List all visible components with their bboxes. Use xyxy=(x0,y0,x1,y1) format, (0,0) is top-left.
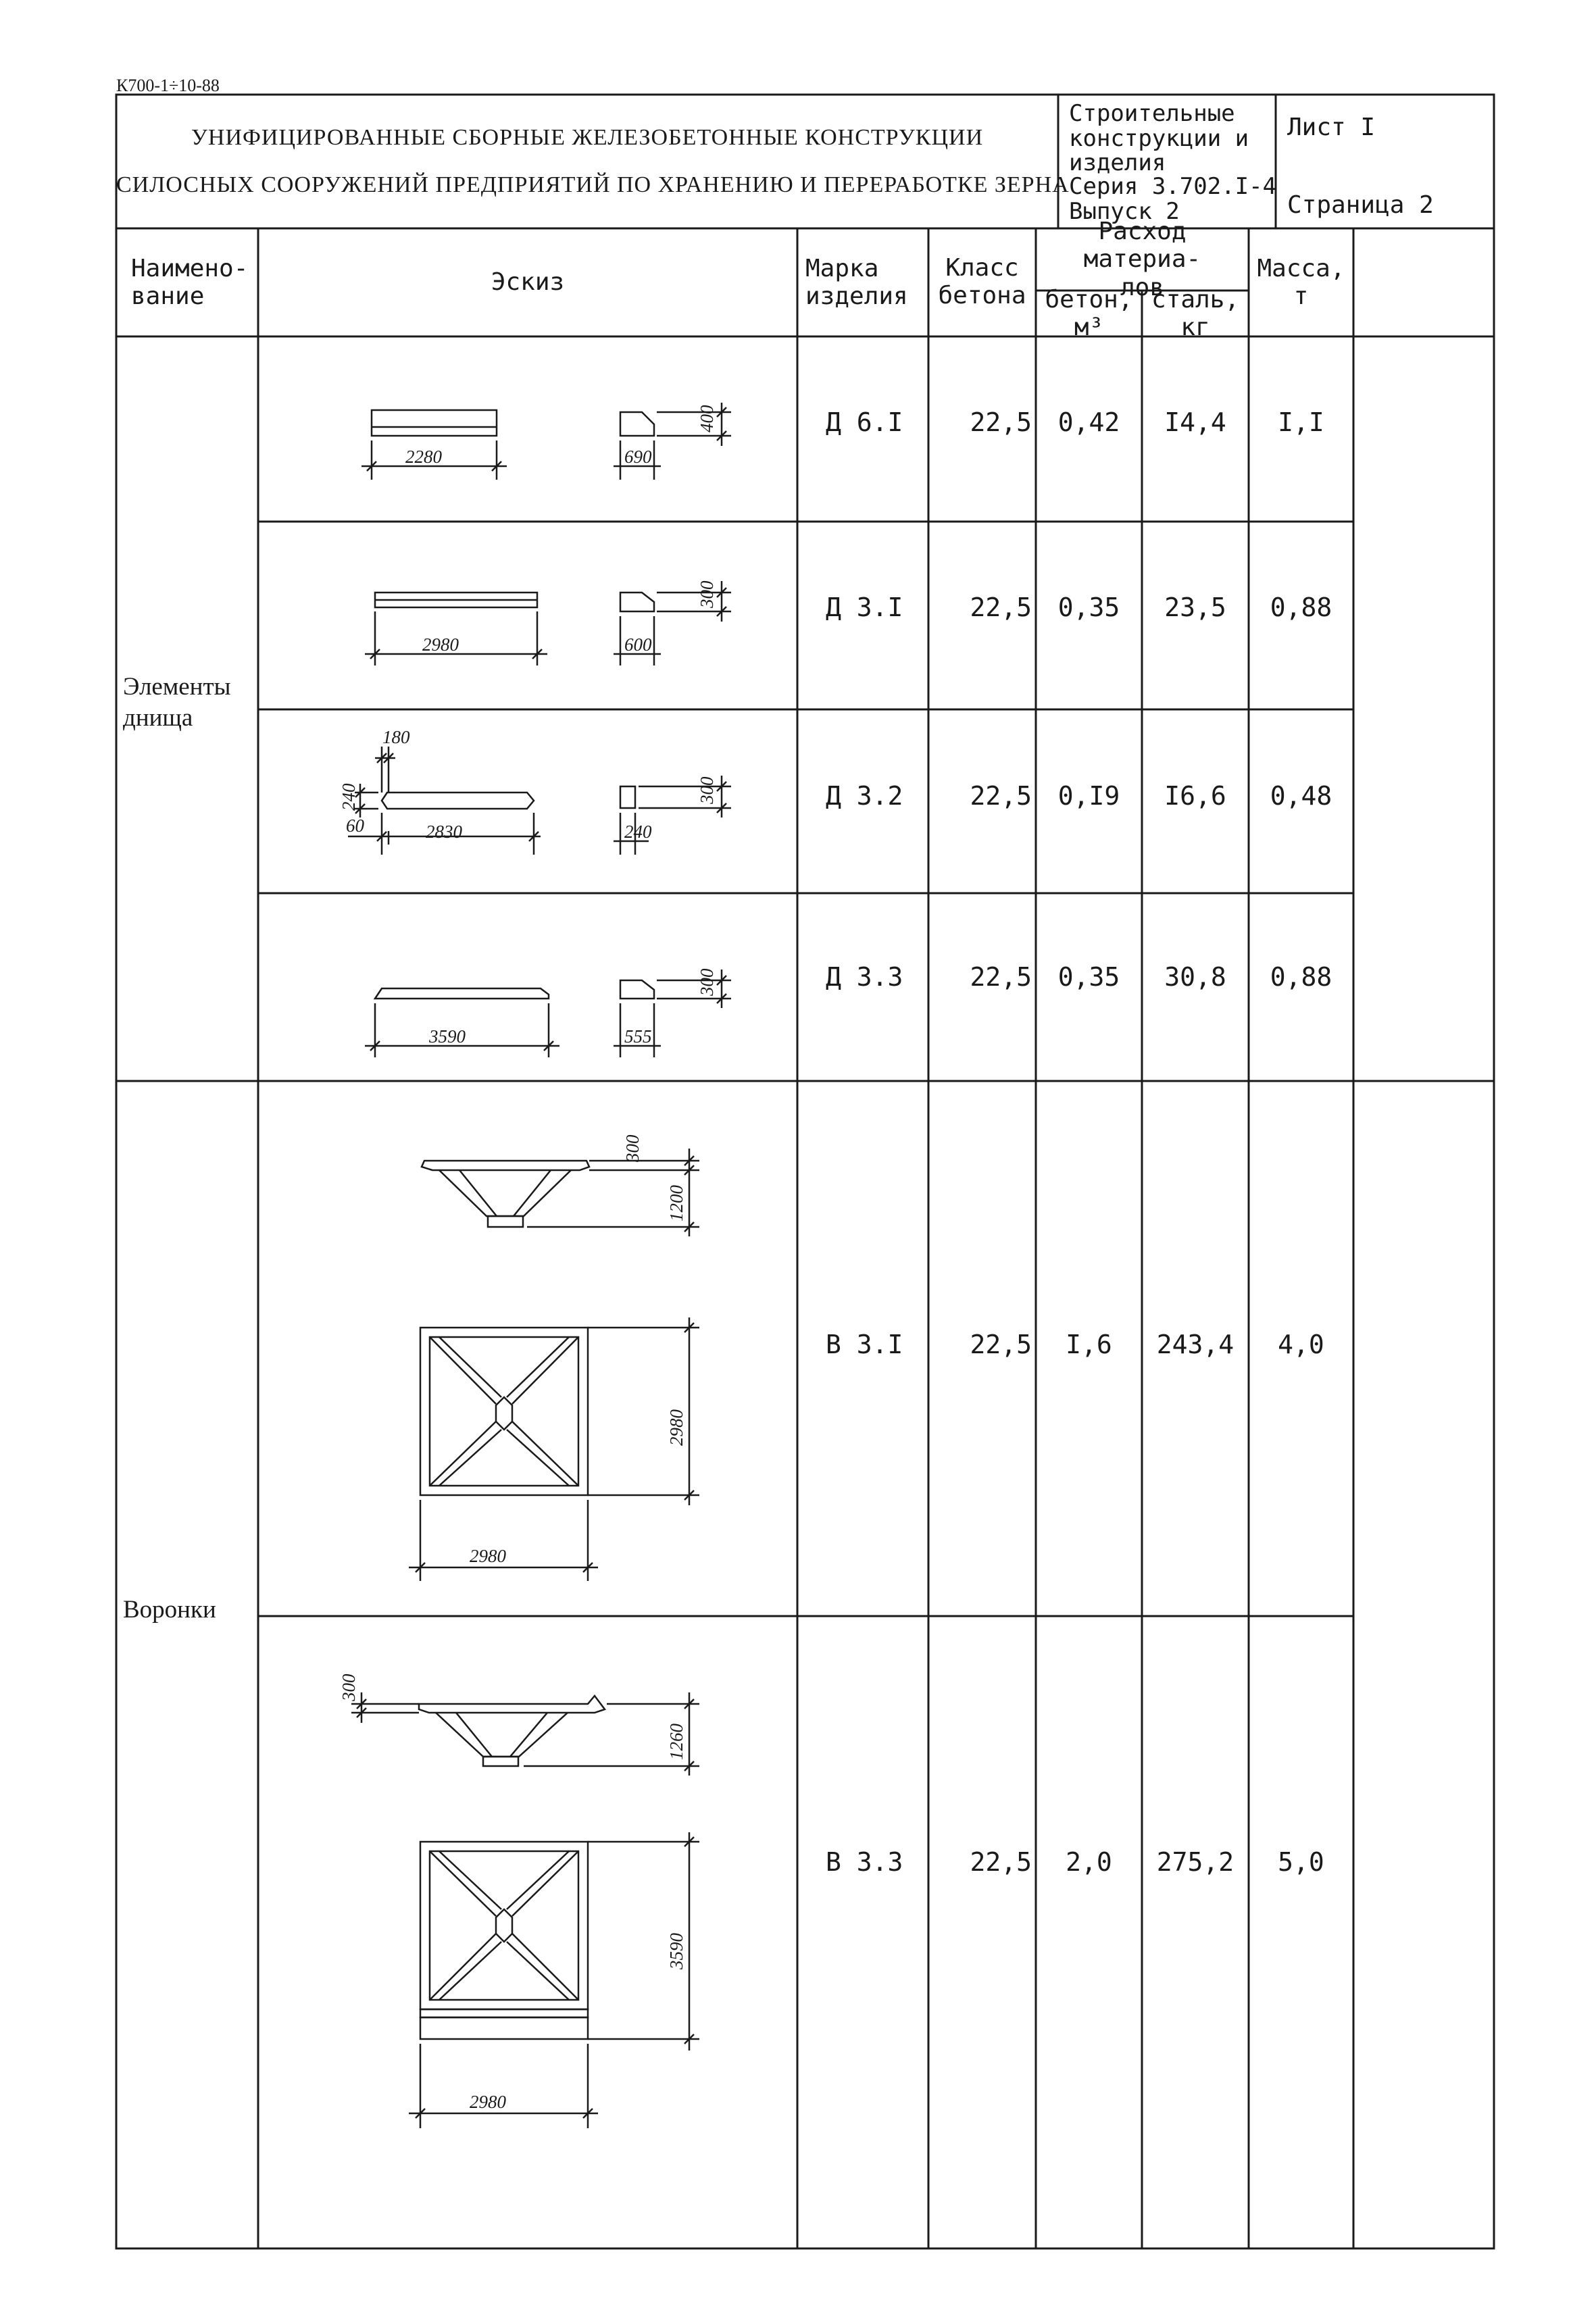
dimension-label: 1200 xyxy=(666,1185,687,1222)
sketch-v3-3-plan xyxy=(409,1832,699,2128)
dimension-label: 300 xyxy=(622,1134,643,1162)
concrete-cell: I,6 xyxy=(1066,1330,1112,1359)
sketch-v3-1-elevation xyxy=(422,1149,699,1236)
dimension-label: 300 xyxy=(697,580,717,608)
dimension-label: 2280 xyxy=(405,447,442,467)
mass-cell: 0,88 xyxy=(1270,962,1332,992)
header-mark: Марка изделия xyxy=(805,254,908,310)
mark-cell: Д 6.I xyxy=(826,407,903,437)
dimension-label: 400 xyxy=(697,405,717,432)
class-cell: 22,5 xyxy=(970,407,1032,437)
mark-cell: Д 3.3 xyxy=(826,962,903,992)
dimension-label: 300 xyxy=(339,1674,359,1701)
steel-cell: 275,2 xyxy=(1156,1847,1235,1877)
concrete-cell: 0,35 xyxy=(1057,593,1120,622)
dimension-label: 240 xyxy=(624,822,652,842)
mark-cell: В 3.I xyxy=(826,1330,903,1359)
sketch-d3-2 xyxy=(348,747,731,855)
page-number: Страница 2 xyxy=(1287,191,1434,219)
mass-cell: 4,0 xyxy=(1278,1330,1324,1359)
dimension-label: 2980 xyxy=(470,2092,506,2112)
dimension-label: 600 xyxy=(624,634,652,655)
series: Серия 3.702.I-4 xyxy=(1069,173,1277,200)
concrete-cell: 0,35 xyxy=(1057,962,1120,992)
mass-cell: 0,88 xyxy=(1270,593,1332,622)
dimension-label: 555 xyxy=(624,1026,652,1047)
mass-cell: 5,0 xyxy=(1278,1847,1324,1877)
steel-cell: I4,4 xyxy=(1164,407,1226,437)
mass-cell: 0,48 xyxy=(1270,781,1332,811)
dimension-label: 1260 xyxy=(666,1724,687,1760)
class-cell: 22,5 xyxy=(970,593,1032,622)
issue: Выпуск 2 xyxy=(1069,197,1180,225)
steel-cell: 243,4 xyxy=(1156,1330,1235,1359)
mass-cell: I,I xyxy=(1278,407,1324,437)
concrete-cell: 0,I9 xyxy=(1057,781,1120,811)
header-concrete-class: Класс бетона xyxy=(938,254,1026,310)
sketch-d3-1 xyxy=(365,581,731,665)
mark-cell: Д 3.2 xyxy=(826,781,903,811)
dimension-label: 180 xyxy=(382,727,410,747)
dimension-label: 2980 xyxy=(666,1409,687,1446)
sketch-v3-1-plan xyxy=(409,1317,699,1581)
dimension-label: 240 xyxy=(339,783,359,811)
header-concrete-volume: бетон, м³ xyxy=(1045,285,1133,341)
group-name-funnels: Воронки xyxy=(123,1596,216,1624)
class-cell: 22,5 xyxy=(970,962,1032,992)
header-sketch: Эскиз xyxy=(491,268,565,297)
header-consumption: Расход материа- лов xyxy=(1083,217,1201,301)
mark-cell: Д 3.I xyxy=(826,593,903,622)
mark-cell: В 3.3 xyxy=(826,1847,903,1877)
dimension-label: 3590 xyxy=(666,1933,687,1969)
class-cell: 22,5 xyxy=(970,781,1032,811)
dimension-label: 300 xyxy=(697,968,717,996)
dimension-label: 2830 xyxy=(426,822,462,842)
steel-cell: 23,5 xyxy=(1164,593,1226,622)
dimension-label: 3590 xyxy=(429,1026,466,1047)
dimension-label: 2980 xyxy=(422,634,459,655)
sketch-v3-3-elevation xyxy=(351,1692,699,1776)
sketch-d3-3 xyxy=(365,970,731,1057)
title-line-1: УНИФИЦИРОВАННЫЕ СБОРНЫЕ ЖЕЛЕЗОБЕТОННЫЕ КОНСТРУКЦИИ xyxy=(191,125,984,150)
steel-cell: I6,6 xyxy=(1164,781,1226,811)
dimension-label: 690 xyxy=(624,447,652,467)
dimension-label: 2980 xyxy=(470,1546,506,1566)
class-cell: 22,5 xyxy=(970,1330,1032,1359)
header-mass: Масса, т xyxy=(1257,254,1345,310)
concrete-cell: 2,0 xyxy=(1066,1847,1112,1877)
dimension-label: 300 xyxy=(697,776,717,804)
sheet-number: Лист I xyxy=(1287,114,1376,141)
sketch-d6-1 xyxy=(361,403,731,480)
title-line-2: СИЛОСНЫХ СООРУЖЕНИЙ ПРЕДПРИЯТИЙ ПО ХРАНЕНИЮ И ПЕРЕРАБОТКЕ ЗЕРНА xyxy=(116,172,1070,197)
document-code: К700-1÷10-88 xyxy=(116,76,220,95)
concrete-cell: 0,42 xyxy=(1057,407,1120,437)
header-steel: сталь, кг xyxy=(1151,285,1240,341)
class-cell: 22,5 xyxy=(970,1847,1032,1877)
category: Строительные конструкции и изделия xyxy=(1069,100,1249,177)
group-name-bottom-elements: Элементы днища xyxy=(123,672,231,732)
steel-cell: 30,8 xyxy=(1164,962,1226,992)
dimension-label: 60 xyxy=(346,815,364,836)
header-name: Наимено- вание xyxy=(131,254,249,310)
